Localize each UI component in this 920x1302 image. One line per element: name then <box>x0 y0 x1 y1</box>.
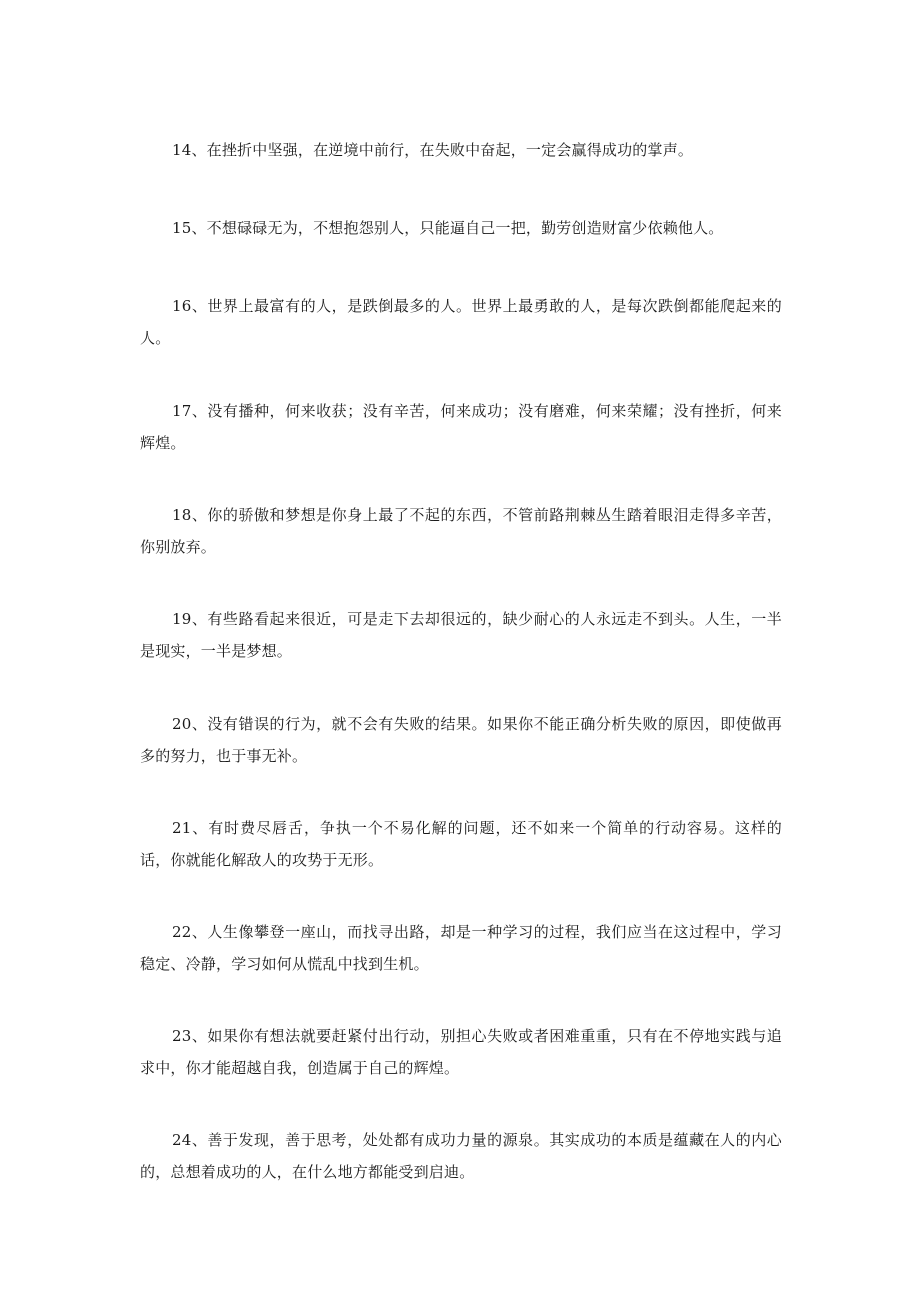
paragraph-20: 20、没有错误的行为，就不会有失败的结果。如果你不能正确分析失败的原因，即使做再多的努力，也于事无补。 <box>140 715 782 765</box>
paragraph-16: 16、世界上最富有的人，是跌倒最多的人。世界上最勇敢的人，是每次跌倒都能爬起来的人。 <box>140 297 782 347</box>
paragraph-21: 21、有时费尽唇舌，争执一个不易化解的问题，还不如来一个简单的行动容易。这样的话，你就能化解敌人的攻势于无形。 <box>140 819 782 869</box>
paragraph-24: 24、善于发现，善于思考，处处都有成功力量的源泉。其实成功的本质是蕴藏在人的内心的，总想着成功的人，在什么地方都能受到启迪。 <box>140 1131 782 1181</box>
paragraph-14: 14、在挫折中坚强，在逆境中前行，在失败中奋起，一定会赢得成功的掌声。 <box>172 141 694 159</box>
paragraph-18: 18、你的骄傲和梦想是你身上最了不起的东西，不管前路荆棘丛生踏着眼泪走得多辛苦，你别放弃。 <box>140 506 782 556</box>
paragraph-23: 23、如果你有想法就要赶紧付出行动，别担心失败或者困难重重，只有在不停地实践与追求中，你才能超越自我，创造属于自己的辉煌。 <box>140 1027 782 1077</box>
paragraph-19: 19、有些路看起来很近，可是走下去却很远的，缺少耐心的人永远走不到头。人生，一半是现实，一半是梦想。 <box>140 610 782 660</box>
paragraph-15: 15、不想碌碌无为，不想抱怨别人，只能逼自己一把，勤劳创造财富少依赖他人。 <box>172 219 724 237</box>
paragraph-17: 17、没有播种，何来收获；没有辛苦，何来成功；没有磨难，何来荣耀；没有挫折，何来辉煌。 <box>140 402 782 452</box>
paragraph-22: 22、人生像攀登一座山，而找寻出路，却是一种学习的过程，我们应当在这过程中，学习稳定、冷静，学习如何从慌乱中找到生机。 <box>140 923 782 973</box>
